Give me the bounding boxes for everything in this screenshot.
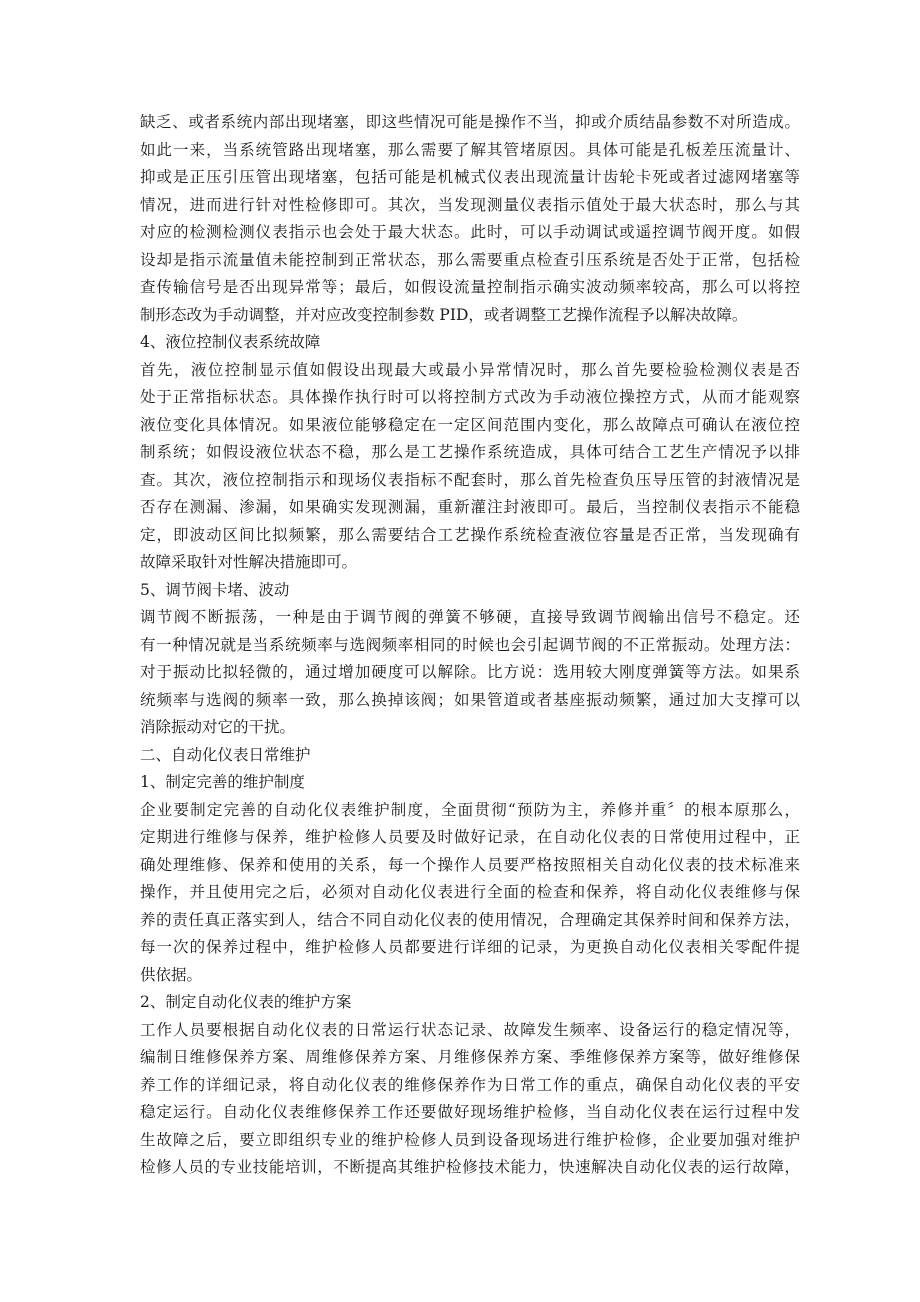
- text-line: 定，即波动区间比拟频繁，那么需要结合工艺操作系统检查液位容量是否正常，当发现确有: [140, 525, 800, 544]
- text-line: 养工作的详细记录，将自动化仪表的维修保养作为日常工作的重点，确保自动化仪表的平安: [140, 1075, 800, 1094]
- text-line: 抑或是正压引压管出现堵塞，包括可能是机械式仪表出现流量计齿轮卡死或者过滤网堵塞等: [140, 168, 800, 186]
- text-line: 供依据。: [140, 965, 203, 984]
- text-line: 工作人员要根据自动化仪表的日常运行状态记录、故障发生频率、设备运行的稳定情况等，: [140, 1020, 800, 1039]
- document-page: [140, 109, 800, 1182]
- text-line: 2、制定自动化仪表的维护方案: [140, 993, 352, 1011]
- text-line: 查传输信号是否出现异常等；最后，如假设流量控制指示确实波动频率较高，那么可以将控: [140, 278, 800, 296]
- text-line: 二、自动化仪表日常维护: [140, 745, 311, 764]
- text-line: 企业要制定完善的自动化仪表维护制度，全面贯彻“预防为主，养修并重〞的根本原那么，: [140, 800, 800, 819]
- text-line: 消除振动对它的干扰。: [140, 718, 296, 736]
- text-line: 对应的检测检测仪表指示也会处于最大状态。此时，可以手动调试或遥控调节阀开度。如假: [140, 223, 800, 241]
- text-line: 稳定运行。自动化仪表维修保养工作还要做好现场维护检修，当自动化仪表在运行过程中发: [140, 1103, 800, 1121]
- text-line: 首先，液位控制显示值如假设出现最大或最小异常情况时，那么首先要检验检测仪表是否: [140, 360, 800, 379]
- text-line: 设却是指示流量值未能控制到正常状态，那么需要重点检查引压系统是否处于正常，包括检: [140, 250, 800, 269]
- text-line: 制系统；如假设液位状态不稳，那么是工艺操作系统造成，具体可结合工艺生产情况予以排: [140, 443, 800, 461]
- text-line: 否存在测漏、渗漏，如果确实发现测漏，重新灌注封液即可。最后，当控制仪表指示不能稳: [140, 498, 800, 516]
- text-line: 确处理维修、保养和使用的关系，每一个操作人员要严格按照相关自动化仪表的技术标准来: [140, 855, 800, 874]
- text-line: 对于振动比拟轻微的，通过增加硬度可以解除。比方说：选用较大刚度弹簧等方法。如果系: [140, 663, 800, 681]
- text-line: 制形态改为手动调整，并对应改变控制参数 PID，或者调整工艺操作流程予以解决故障。: [140, 305, 748, 324]
- text-line: 情况，进而进行针对性检修即可。其次，当发现测量仪表指示值处于最大状态时，那么与其: [140, 195, 800, 214]
- text-line: 查。其次，液位控制指示和现场仪表指标不配套时，那么首先检查负压导压管的封液情况是: [140, 470, 800, 489]
- text-line: 定期进行维修与保养，维护检修人员要及时做好记录，在自动化仪表的日常使用过程中，正: [140, 828, 800, 846]
- text-line: 检修人员的专业技能培训，不断提高其维护检修技术能力，快速解决自动化仪表的运行故障，: [140, 1158, 800, 1176]
- text-line: 每一次的保养过程中，维护检修人员都要进行详细的记录，为更换自动化仪表相关零配件提: [140, 938, 800, 956]
- text-line: 生故障之后，要立即组织专业的维护检修人员到设备现场进行维护检修，企业要加强对维护: [140, 1130, 800, 1149]
- text-line: 1、制定完善的维护制度: [140, 773, 305, 791]
- text-line: 调节阀不断振荡，一种是由于调节阀的弹簧不够硬，直接导致调节阀输出信号不稳定。还: [140, 608, 800, 626]
- text-line: 故障采取针对性解决措施即可。: [140, 553, 358, 571]
- text-line: 养的责任真正落实到人，结合不同自动化仪表的使用情况，合理确定其保养时间和保养方法，: [140, 910, 800, 929]
- text-line: 缺乏、或者系统内部出现堵塞，即这些情况可能是操作不当，抑或介质结晶参数不对所造成。: [140, 113, 800, 131]
- text-line: 液位变化具体情况。如果液位能够稳定在一定区间范围内变化，那么故障点可确认在液位控: [140, 415, 800, 434]
- text-line: 处于正常指标状态。具体操作执行时可以将控制方式改为手动液位操控方式，从而才能观察: [140, 388, 800, 406]
- text-line: 统频率与选阀的频率一致，那么换掉该阀；如果管道或者基座振动频繁，通过加大支撑可以: [140, 690, 800, 709]
- text-line: 5、调节阀卡堵、波动: [140, 580, 290, 599]
- text-line: 4、液位控制仪表系统故障: [140, 333, 321, 351]
- text-line: 有一种情况就是当系统频率与选阀频率相同的时候也会引起调节阀的不正常振动。处理方法：: [140, 635, 800, 654]
- text-line: 编制日维修保养方案、周维修保养方案、月维修保养方案、季维修保养方案等，做好维修保: [140, 1048, 800, 1066]
- text-line: 如此一来，当系统管路出现堵塞，那么需要了解其管堵原因。具体可能是孔板差压流量计、: [140, 140, 800, 159]
- text-line: 操作，并且使用完之后，必须对自动化仪表进行全面的检查和保养，将自动化仪表维修与保: [140, 883, 800, 901]
